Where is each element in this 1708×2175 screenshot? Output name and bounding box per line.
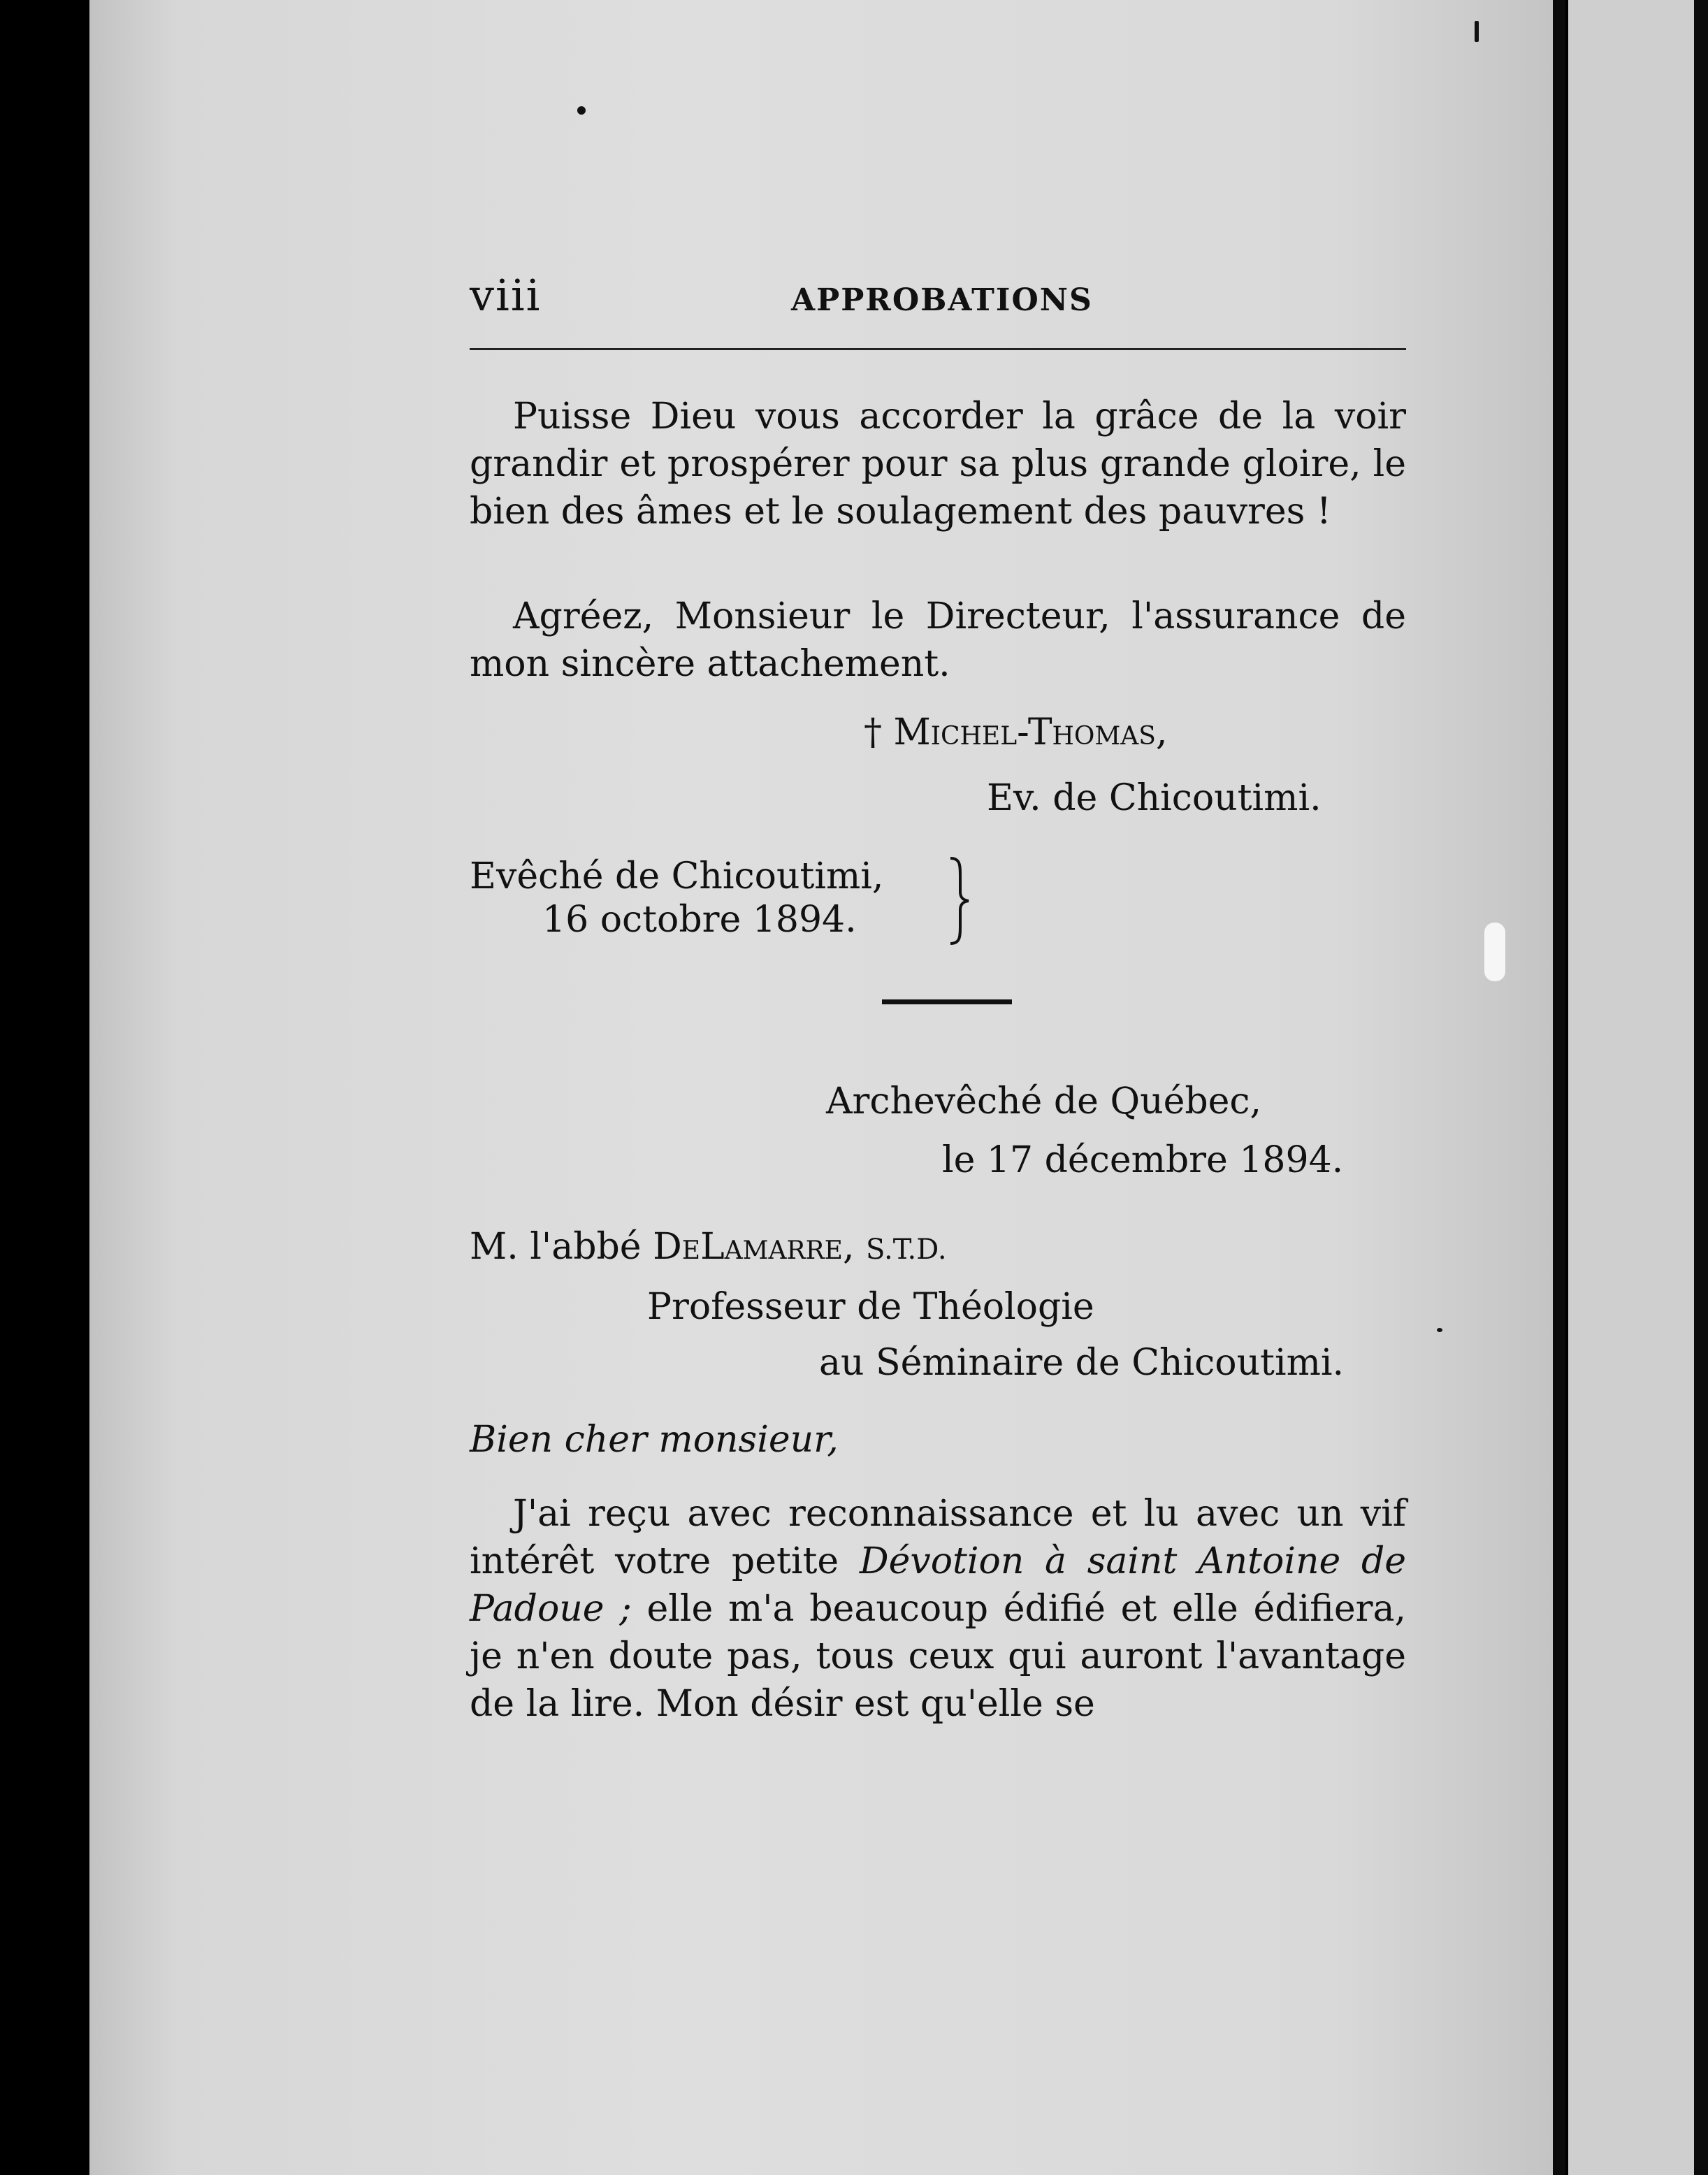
dust-speck xyxy=(1437,1328,1442,1332)
right-brace-icon xyxy=(945,855,973,946)
paragraph-text-end: elle m'a beaucoup édifié et elle édifiera, je n'en doute pas, tous ceux qui auront l'avantage de la lire. Mon désir est qu'elle se xyxy=(470,1588,1406,1725)
addressee-institution: au Séminaire de Chicoutimi. xyxy=(819,1342,1345,1384)
letter1-paragraph-1: Puisse Dieu vous accorder la grâce de la voir grandir et prospérer pour sa plus grande gloire, le bien des âmes et le soulagement des pauvres ! xyxy=(470,396,1406,533)
letter1-date: 16 octobre 1894. xyxy=(542,899,857,941)
letter2-salutation: Bien cher monsieur, xyxy=(470,1419,839,1461)
signature-title: Ev. de Chicoutimi. xyxy=(987,777,1322,819)
signature-cross: † xyxy=(864,711,882,753)
letter1-place-date xyxy=(470,855,973,953)
dust-speck xyxy=(577,106,586,115)
book-title: Dévotion à saint Antoine de Padoue ; xyxy=(470,1540,1407,1630)
letter1-paragraph-2: Agréez, Monsieur le Directeur, l'assurance de mon sincère attachement. xyxy=(470,595,1406,685)
page-gutter-shadow xyxy=(1553,0,1565,2175)
running-head: APPROBATIONS xyxy=(791,282,1093,318)
letter2-addressee xyxy=(470,1226,947,1268)
addressee-prefix: M. l'abbé xyxy=(470,1226,642,1268)
header-rule xyxy=(470,348,1406,350)
paragraph-text-start: J'ai reçu avec reconnaissance et lu avec un vif intérêt votre petite xyxy=(470,1493,1406,1582)
letter2-place: Archevêché de Québec, xyxy=(826,1081,1262,1122)
addressee-role: Professeur de Théologie xyxy=(647,1286,1094,1328)
page-number: viii xyxy=(470,270,542,321)
addressee-degree: S.T.D. xyxy=(866,1234,947,1266)
dust-speck xyxy=(1475,21,1479,42)
page-header xyxy=(470,266,1406,321)
paper-blemish xyxy=(1484,923,1505,981)
book-page xyxy=(89,0,1554,2175)
signature-name: Michel-Thomas, xyxy=(893,711,1168,753)
page-content xyxy=(470,266,1407,1725)
letter1-place: Evêché de Chicoutimi, xyxy=(470,855,884,897)
letter1-signature xyxy=(864,711,1167,753)
letter2-paragraph-1 xyxy=(470,1490,1406,1728)
section-divider xyxy=(882,999,1012,1004)
adjacent-page-edge xyxy=(1568,0,1694,2175)
addressee-name: DeLamarre, xyxy=(653,1226,855,1268)
letter2-date: le 17 décembre 1894. xyxy=(942,1139,1344,1181)
scan-border xyxy=(1694,0,1708,2175)
